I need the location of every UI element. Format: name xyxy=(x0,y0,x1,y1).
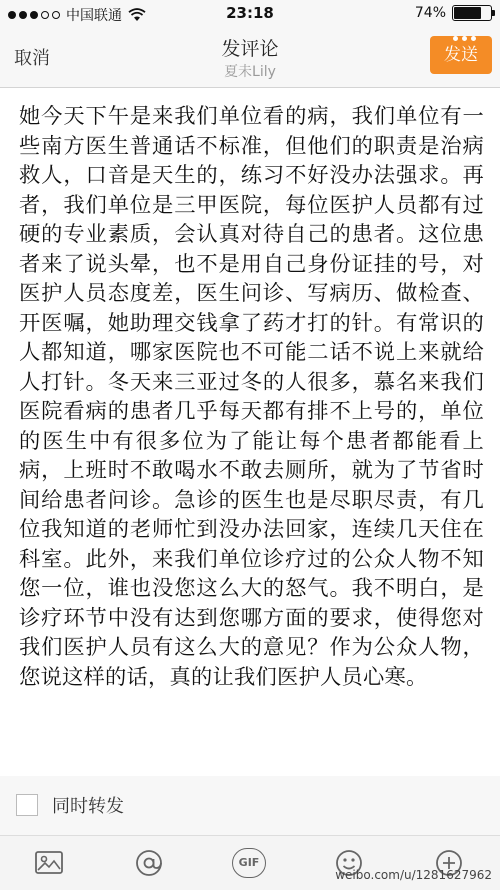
gif-button[interactable] xyxy=(232,848,266,878)
repost-checkbox[interactable] xyxy=(16,794,38,816)
weibo-watermark: weibo.com/u/1281627962 xyxy=(335,868,492,882)
more-dots-icon xyxy=(453,36,476,41)
image-icon[interactable] xyxy=(33,848,65,878)
mention-icon[interactable] xyxy=(133,848,165,878)
comment-input-area[interactable] xyxy=(0,88,500,776)
send-button[interactable] xyxy=(430,36,492,74)
page-subtitle: 夏未Lily xyxy=(224,64,276,80)
send-button-label: 发送 xyxy=(444,45,478,65)
comment-text: 她今天下午是来我们单位看的病，我们单位有一些南方医生普通话不标准，但他们的职责是治病救人，口音是天生的，练习不好没办法强求。再者，我们单位是三甲医院，每位医护人员都有过硬的专业素质，会认真对待自己的患者。这位患者来了说头晕，也不是用自己身份证挂的号，对医护人员态度差，医生问诊、写病历、做检查、开医嘱，她助理交钱拿了药才打的针。有常识的人都知道，哪家医院也不可能二话不说上来就给人打针。冬天来三亚过冬的人很多，慕名来我们医院看病的患者几乎每天都有排不上号的，单位的医生中有很多位为了能让每个患者都能看上病，上班时不敢喝水不敢去厕所，就为了节省时间给患者问诊。急诊的医生也是尽职尽责，有几位我知道的老师忙到没办法回家，连续几天住在科室。此外，来我们单位诊疗过的公众人物不知您一位，谁也没您这么大的怒气。我不明白，是诊疗环节中没有达到您哪方面的要求，使得您对我们医护人员有这么大的意见？作为公众人物，您说这样的话，真的让我们医护人员心寒。 xyxy=(19,104,484,690)
status-bar xyxy=(0,0,500,28)
repost-label: 同时转发 xyxy=(52,796,124,817)
page-title: 发评论 xyxy=(221,38,279,60)
bottom-toolbar xyxy=(0,835,500,890)
navigation-bar xyxy=(0,28,500,88)
repost-toggle[interactable] xyxy=(16,792,124,818)
battery-percent: 74% xyxy=(414,5,446,21)
status-right xyxy=(415,5,492,21)
cancel-button[interactable]: 取消 xyxy=(14,48,50,69)
carrier-label: 中国联通 xyxy=(66,8,122,24)
gif-label: GIF xyxy=(232,848,266,878)
status-time: 23:18 xyxy=(226,4,274,22)
battery-icon xyxy=(452,5,492,21)
